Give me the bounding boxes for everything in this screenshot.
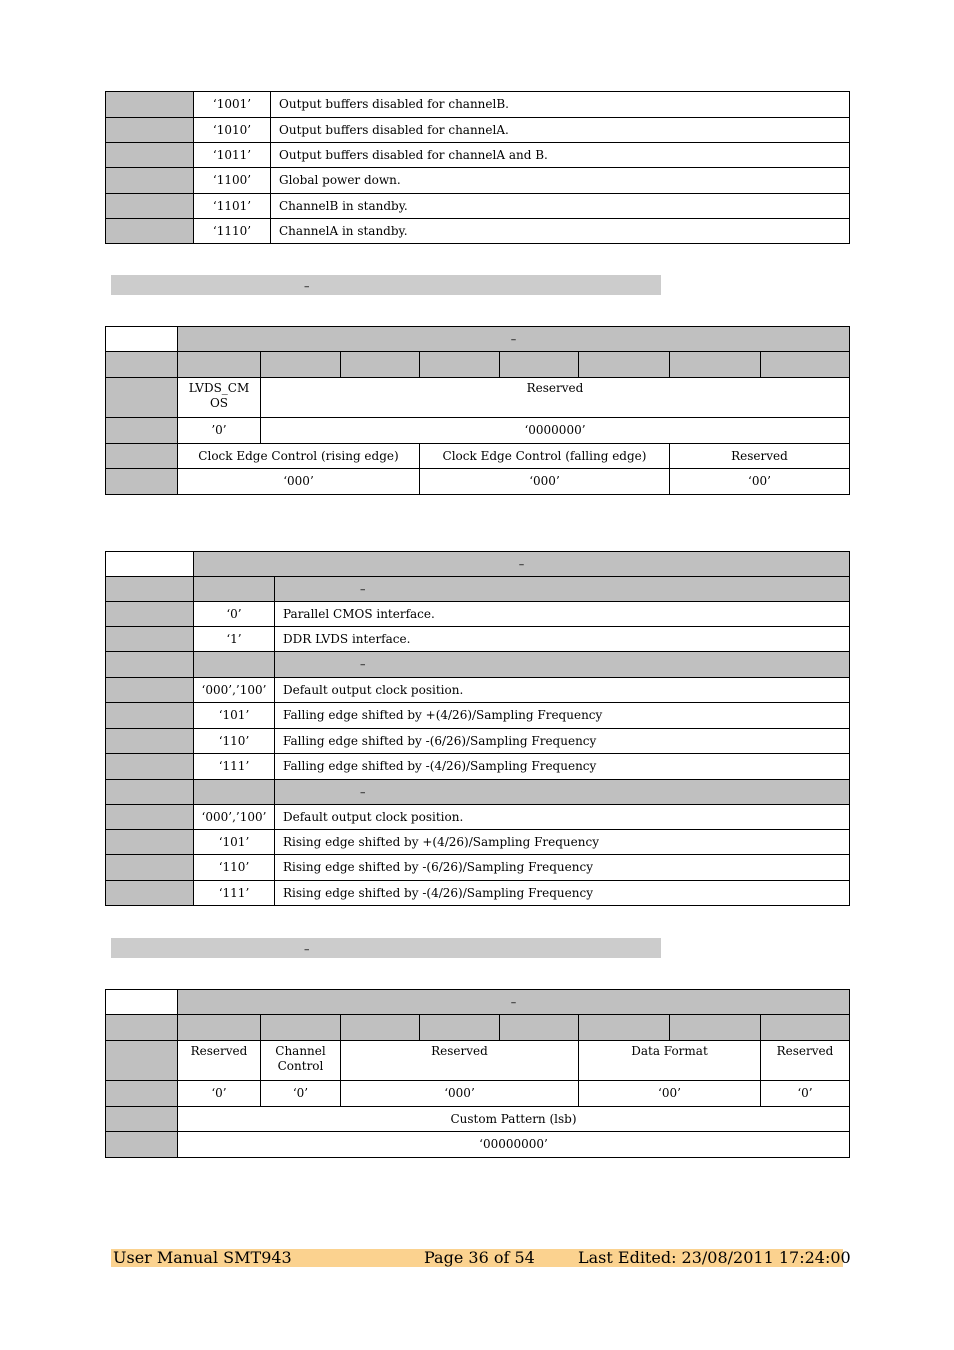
default-value: ‘00’	[579, 1081, 761, 1107]
desc-cell: Rising edge shifted by -(6/26)/Sampling Frequency	[275, 855, 850, 881]
table-row	[106, 219, 850, 244]
code-cell: ‘111’	[194, 881, 275, 906]
desc-cell: ChannelA in standby.	[271, 219, 850, 244]
field-reserved: Reserved	[761, 1041, 850, 1081]
bit-index-row	[106, 1015, 850, 1041]
table-row	[106, 168, 850, 194]
header-dash: –	[510, 995, 517, 1009]
table-row	[106, 194, 850, 219]
field-clock-edge-rising: Clock Edge Control (rising edge)	[178, 444, 420, 469]
default-value: ‘000’	[341, 1081, 579, 1107]
section-dash: –	[360, 582, 366, 596]
field-reserved: Reserved	[341, 1041, 579, 1081]
field-reserved: Reserved	[178, 1041, 261, 1081]
default-value: ‘00’	[670, 469, 850, 495]
desc-cell: Rising edge shifted by +(4/26)/Sampling Frequency	[275, 830, 850, 855]
default-value: ‘0’	[261, 1081, 341, 1107]
table-row	[106, 602, 850, 627]
code-cell: ‘1001’	[194, 92, 271, 118]
default-value: ‘0000000’	[261, 418, 850, 444]
desc-cell: Parallel CMOS interface.	[275, 602, 850, 627]
table-row	[106, 881, 850, 906]
table-row	[106, 118, 850, 143]
desc-cell: Falling edge shifted by +(4/26)/Sampling Frequency	[275, 703, 850, 729]
section-heading-bar	[111, 275, 661, 295]
default-value: ‘0’	[178, 1081, 261, 1107]
code-cell: ‘1100’	[194, 168, 271, 194]
default-row	[106, 469, 850, 495]
section-header-row	[106, 780, 850, 805]
field-row	[106, 444, 850, 469]
field-data-format: Data Format	[579, 1041, 761, 1081]
default-row	[106, 1132, 850, 1158]
footer-document-title: User Manual SMT943	[113, 1248, 292, 1267]
register-layout-table	[105, 989, 850, 1158]
default-value: ‘0’	[761, 1081, 850, 1107]
table-row	[106, 678, 850, 703]
desc-cell: Falling edge shifted by -(4/26)/Sampling Frequency	[275, 754, 850, 780]
code-cell: ‘1101’	[194, 194, 271, 219]
desc-cell: ChannelB in standby.	[271, 194, 850, 219]
code-cell: ‘110’	[194, 729, 275, 754]
field-row	[106, 378, 850, 418]
section-dash: –	[360, 658, 366, 671]
register-layout-table	[105, 326, 850, 495]
default-row	[106, 418, 850, 444]
default-row	[106, 1081, 850, 1107]
footer-last-edited: Last Edited: 23/08/2011 17:24:00	[578, 1248, 851, 1267]
field-channel-control: Channel Control	[261, 1041, 341, 1081]
table-row	[106, 855, 850, 881]
code-cell: ‘1010’	[194, 118, 271, 143]
code-cell: ‘111’	[194, 754, 275, 780]
header-dash: –	[510, 332, 517, 346]
header-dash: –	[518, 557, 525, 571]
desc-cell: Default output clock position.	[275, 678, 850, 703]
section-heading-dash: –	[304, 280, 310, 293]
desc-cell: DDR LVDS interface.	[275, 627, 850, 652]
section-header-row	[106, 652, 850, 678]
default-value: ‘000’	[178, 469, 420, 495]
field-row	[106, 1107, 850, 1132]
desc-cell: Global power down.	[271, 168, 850, 194]
code-cell: ‘1’	[194, 627, 275, 652]
desc-cell: Output buffers disabled for channelB.	[271, 92, 850, 118]
section-dash: –	[360, 785, 366, 799]
table-row	[106, 830, 850, 855]
table-row	[106, 143, 850, 168]
table-header-row	[106, 990, 850, 1015]
table-row	[106, 805, 850, 830]
table-row	[106, 754, 850, 780]
field-custom-pattern: Custom Pattern (lsb)	[178, 1107, 850, 1132]
code-cell: ‘1110’	[194, 219, 271, 244]
section-header-row	[106, 577, 850, 602]
code-cell: ‘0’	[194, 602, 275, 627]
bit-index-row	[106, 352, 850, 378]
code-cell: ‘000’,’100’	[194, 678, 275, 703]
footer-page-number: Page 36 of 54	[424, 1248, 535, 1267]
field-description-table	[105, 551, 850, 906]
code-cell: ‘101’	[194, 830, 275, 855]
desc-cell: Rising edge shifted by -(4/26)/Sampling Frequency	[275, 881, 850, 906]
desc-cell: Default output clock position.	[275, 805, 850, 830]
default-value: ‘000’	[420, 469, 670, 495]
field-reserved: Reserved	[670, 444, 850, 469]
field-lvds-cmos: LVDS_CMOS	[178, 378, 261, 418]
code-cell: ‘101’	[194, 703, 275, 729]
default-value: ‘00000000’	[178, 1132, 850, 1158]
page-footer	[111, 1248, 851, 1267]
code-cell: ‘110’	[194, 855, 275, 881]
table-header-row	[106, 327, 850, 352]
table-row	[106, 729, 850, 754]
field-clock-edge-falling: Clock Edge Control (falling edge)	[420, 444, 670, 469]
table-row	[106, 92, 850, 118]
section-heading-dash: –	[304, 943, 310, 956]
table-row	[106, 627, 850, 652]
code-cell: ‘000’,’100’	[194, 805, 275, 830]
table-header-row	[106, 552, 850, 577]
mode-table	[105, 91, 850, 244]
field-reserved: Reserved	[261, 378, 850, 418]
desc-cell: Falling edge shifted by -(6/26)/Sampling Frequency	[275, 729, 850, 754]
table-row	[106, 703, 850, 729]
field-row	[106, 1041, 850, 1081]
default-value: ’0’	[178, 418, 261, 444]
code-cell: ‘1011’	[194, 143, 271, 168]
desc-cell: Output buffers disabled for channelA.	[271, 118, 850, 143]
section-heading-bar	[111, 938, 661, 958]
desc-cell: Output buffers disabled for channelA and B.	[271, 143, 850, 168]
